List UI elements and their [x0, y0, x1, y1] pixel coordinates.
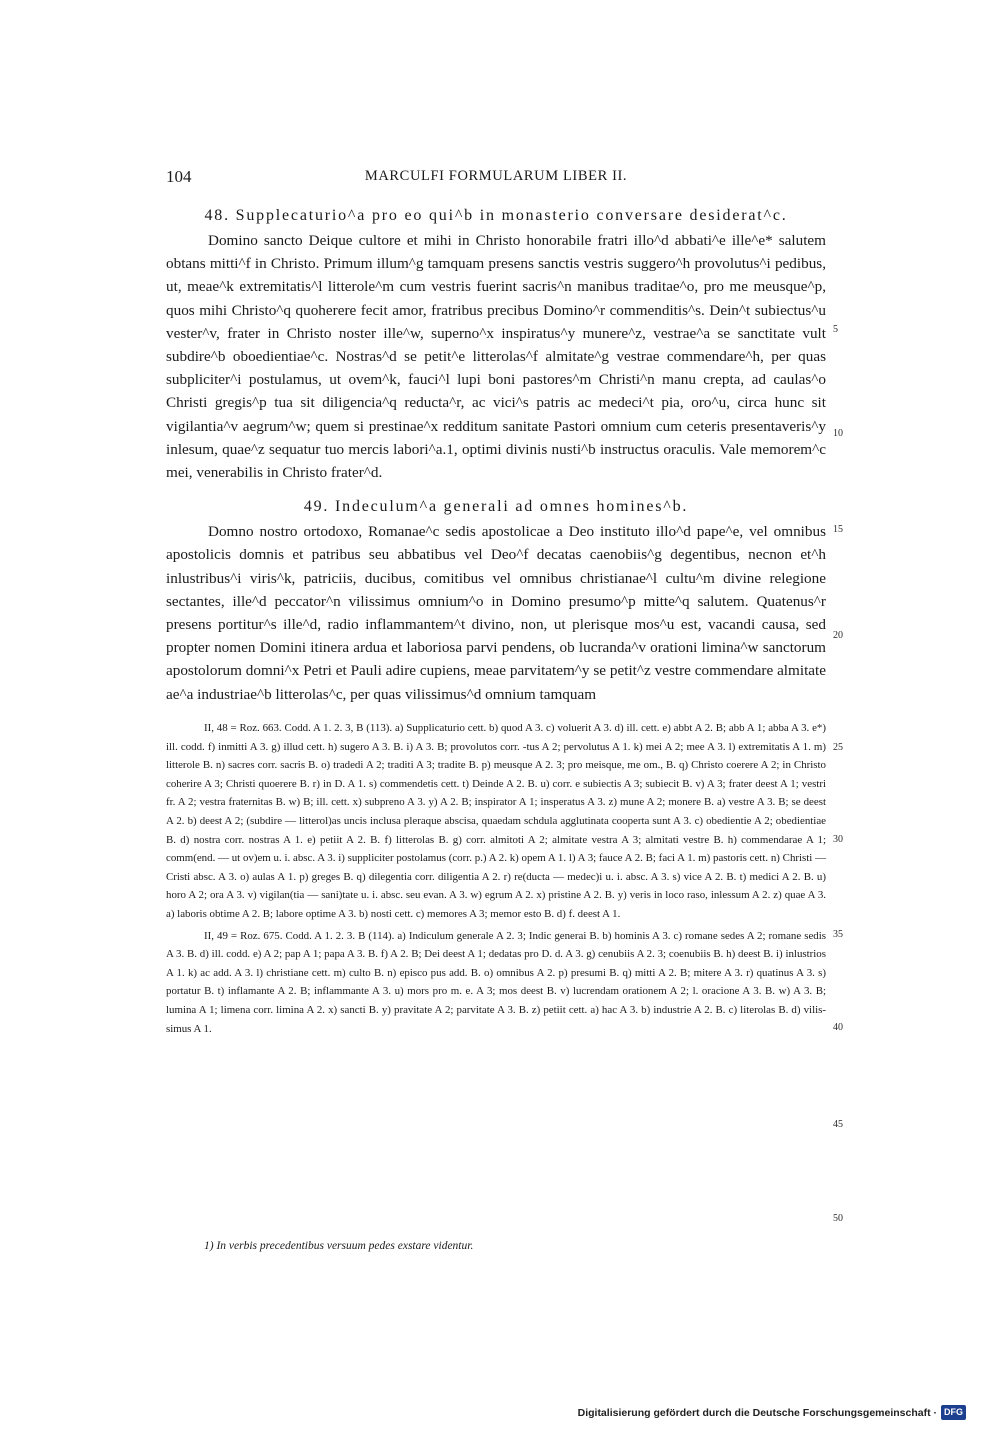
footer-text: Digitalisierung gefördert durch die Deutsche Forschungsgemeinschaft ·	[577, 1406, 937, 1419]
line-number: 25	[833, 742, 843, 753]
line-number: 50	[833, 1213, 843, 1224]
line-number: 35	[833, 929, 843, 940]
section-49-paragraph: Domno nostro ortodoxo, Romanae^c sedis apostolicae a Deo instituto illo^d pape^e, vel omnibus apostolicis domnis et patribus seu abbatibus vel Deo^f decatas caenobiis^g degentibus, necnon et^h inlustribus^i viris^k, patriciis, ducibus, comitibus vel omnibus christianae^l cultu^m divine relegione sectantes, ille^d peccator^n vilissimus omnium^o in Domino presumo^p mitte^q salutem. Quatenus^r presens portitur^s ille^d, radio inflammantem^t divino, non, ut plerisque mos^u est, vacandi causa, sed propter nomen Domini itinera ardua et laboriosa parvi pendens, ob lucranda^v orationi limina^w sanctorum apostolorum domni^x Petri et Pauli adire cupiens, meae parvitatem^y se petit^z vestre commendare almitate ae^a industriae^b litterolas^c, per quas vilissimus^d omnium tamquam	[166, 523, 826, 703]
line-number: 15	[833, 524, 843, 535]
main-text	[166, 203, 826, 706]
line-number: 5	[833, 324, 838, 335]
line-number: 30	[833, 834, 843, 845]
line-number: 10	[833, 428, 843, 439]
section-49-heading: 49. Indeculum^a generali ad omnes homines^b.	[303, 498, 689, 516]
line-number: 45	[833, 1119, 843, 1130]
footnote: 1) In verbis precedentibus versuum pedes exstare videntur.	[204, 1240, 474, 1252]
page-header	[166, 167, 826, 191]
section-48-heading: 48. Supplecaturio^a pro eo qui^b in monasterio conversare desiderat^c.	[204, 207, 788, 224]
critical-apparatus	[166, 719, 826, 1038]
dfg-logo-icon: DFG	[941, 1405, 966, 1420]
digitization-footer	[578, 1405, 966, 1420]
page-number: 104	[166, 167, 192, 186]
apparatus-49: II, 49 = Roz. 675. Codd. A 1. 2. 3. B (114). a) Indiculum generale A 2. 3; Indic generai B. b) hominis A 3. c) romane sedes A 2; romane sedis A 3. B. d) ill. codd. e) A 2; pap A 1; papa A 3. B. f) A 2. B; Dei deest A 1; dedatas pro D. d. A 3. g) cenubiis A 2. 3; coenubiis B. h) deest B. i) inlustrios A 1. k) ac add. A 3. l) christiane cett. m) culto B. n) episco pus add. B. o) omnibus A 2. p) presumi B. q) mitti A 2. B; mitere A 3. r) quatinus A 3. s) portatur B. t) inflamante A 2. B; inflammante A 3. u) mors pro m. e. A 3; mos deest B. v) lucrendam orationem A 2; l. oracione A 3. B. w) A 3. B; lumina A 1; limena corr. limina A 2. x) sancti B. y) pravitate A 2; parvitate A 3. B. z) petiit cett. a) hac A 3. b) industrie A 2. B. c) literolas B. d) vilis-simus A 1.	[166, 929, 826, 1035]
line-number: 20	[833, 630, 843, 641]
running-title: MARCULFI FORMULARUM LIBER II.	[364, 168, 628, 184]
line-number: 40	[833, 1022, 843, 1033]
apparatus-48: II, 48 = Roz. 663. Codd. A 1. 2. 3, B (113). a) Supplicaturio cett. b) quod A 3. c) voluerit A 3. d) ill. cett. e) abbt A 2. B; abb A 1; abba A 3. e*) ill. codd. f) inmitti A 3. g) illud cett. h) sugero A 3. B. i) A 3. B; provolutos corr. -tus A 2; pervolutus A 1. k) mei A 2; mee A 3. l) extremitatis A 1. m) litterole B. n) sacres corr. sacris B. o) tradedi A 2; traditi A 3; tradite B. p) meusque A 2. 3; pro meisque, me om., B. q) Christo coerere A 2; in Christo coherire A 3; Christi quoerere B. r) in D. A 1. s) commendetis cett. t) Deinde A 2. B. u) corr. e subiectis A 3; subiecit B. v) A 3; frater deest A 1; vestri fr. A 2; vestra fraternitas B. w) B; ill. cett. x) subpreno A 3. y) A 2. B; inspirator A 1; insperatus A 3. z) mune A 2; monere B. a) vestre A 3. B; se deest A 2. b) deest A 2; (subdire — litterol)as uncis inclusa pleraque abscisa, quaedam schdula agglutinata cooperta sunt A 3. c) obedientie A 2; obedientiae B. d) nostra corr. nostras A 1. e) petiit A 2. B. f) litterolas B. g) corr. almitoti A 2; almitate vestra A 3; almitati vestre B. h) commendarae A 1; comm(end. — ut ov)em u. i. absc. A 3. i) suppliciter postolamus (corr. p.) A 2. k) opem A 1. l) A 3; fauce A 2. B; faci A 1. m) pastoris cett. n) Christi — Cristi absc. A 3. o) aulas A 1. p) greges B. q) dilegentia corr. diligentia A 2. r) re(ducta — medec)i u. i. absc. A 3. s) vice A 2. B. t) medici A 2. B. u) horo A 2; ora A 3. v) vigilan(tia — sani)tate u. i. absc. seu evan. A 3. w) egrum A 2. x) pristine A 2. B. y) veris in loco raso, inlessum A 2. z) quae A 3. a) laboris obtime A 2. B; labore optime A 3. b) nosti cett. c) memores A 3; memor esto B. d) f. deest A 1.	[166, 722, 826, 920]
section-48-paragraph: Domino sancto Deique cultore et mihi in Christo honorabile fratri illo^d abbati^e ille^e* salutem obtans mitti^f in Christo. Primum illum^g tamquam presens sanctis vestris suggero^h provolutus^i pedibus, ut, meae^k extremitatis^l litterole^m cum vestris fuerint sacris^n manibus traditae^o, pro me meusque^p, quos mihi Christo^q quoherere fecit amor, fratribus precibus Domino^r commenditis^s. Dein^t subiectus^u vester^v, frater in Christo noster ille^w, superno^x inspiratus^y munere^z, vestrae^a se sanctitate vult subdire^b oboedientiae^c. Nostras^d se petit^e litterolas^f almitate^g vestrae commendare^h, per quas subpliciter^i postulamus, ut ovem^k, fauci^l lupi boni pastores^m Christi^n manu crepta, ad caulas^o Christi gregis^p tua sit diligencia^q reducta^r, ac vici^s patris ac medeci^t pia, oro^u, circa hunc sit vigilantia^v aegrum^w; quem si prestinae^x redditum sanitate Pastori omnium cum ceteris presentaveris^y inlesum, quae^z sequatur tuo mercis labori^a.1, optimi divinis nusti^b instructus oraculis. Vale memorem^c mei, venerabilis in Christo frater^d.	[166, 232, 826, 482]
